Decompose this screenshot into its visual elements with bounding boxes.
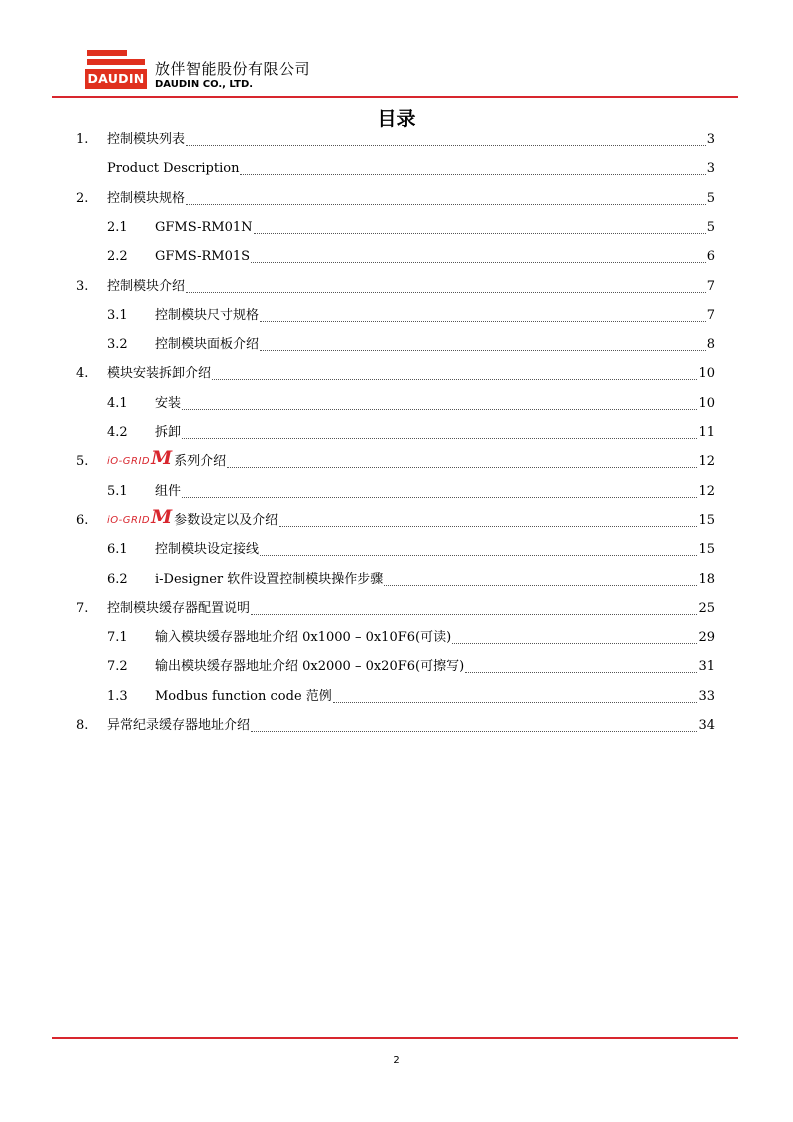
logo-text: DAUDIN [85,69,147,89]
toc-entry-line [155,216,715,240]
iogrid-logo-text: iO-GRID [107,514,151,526]
toc-entry-line [107,187,715,211]
toc-entry[interactable] [0,421,793,445]
toc-entry[interactable] [0,333,793,357]
dot-leader [251,613,697,615]
toc-entry-line [107,505,715,533]
toc-entry-title [155,333,259,357]
dot-leader [452,642,697,644]
toc-entry-title [155,304,259,328]
toc-entry-title [155,538,259,562]
toc-entry-label: 控制模块设定接线 [155,542,260,558]
iogrid-m-logo [107,447,173,474]
toc-entry-line [155,304,715,328]
toc-entry-title [107,714,250,738]
toc-entry-page: 8 [706,337,715,353]
toc-entry-number: 4. [76,366,89,382]
toc-entry[interactable] [0,187,793,211]
toc-entry-number: 2.1 [107,219,128,235]
toc-entry-page: 15 [698,542,715,558]
toc-entry-number: 7.1 [107,630,128,646]
toc-entry-label: 异常纪录缓存器地址介绍 [107,718,251,733]
dot-leader [212,378,697,380]
toc-entry-label: 输入模块缓存器地址介绍 0x1000 – 0x10F6(可读) [155,630,452,646]
toc-entry-line [107,362,715,386]
toc-entry-label: Modbus function code 范例 [155,688,332,704]
toc-entry-label: 模块安装拆卸介绍 [107,366,212,382]
toc-entry-page: 3 [706,161,715,177]
toc-entry-title [107,597,250,621]
toc-entry-number: 5. [76,454,89,470]
toc-entry-page: 10 [698,395,715,411]
dot-leader [260,349,706,351]
toc-entry[interactable] [0,362,793,386]
dot-leader [465,671,697,673]
toc-title: 目录 [377,108,416,130]
toc-entry-number: 2. [76,190,89,206]
toc-entry-number: 4.2 [107,425,128,440]
toc-entry[interactable] [0,538,793,562]
header-rule [52,96,738,98]
dot-leader [260,320,706,322]
toc-entry-line [155,655,715,679]
toc-entry[interactable] [0,157,793,181]
toc-entry-page: 7 [706,278,715,294]
toc-entry-label: 控制模块列表 [107,132,186,147]
dot-leader [384,584,697,586]
toc-entry-label: 控制模块介绍 [107,278,186,294]
toc-entry[interactable] [0,392,793,416]
toc-entry[interactable] [0,655,793,679]
dot-leader [186,203,706,205]
toc-entry[interactable] [0,128,793,152]
toc-entry-title [107,187,185,211]
toc-entry-page: 33 [698,688,715,704]
toc-entry-label: i-Designer 软件设置控制模块操作步骤 [155,571,384,587]
toc-entry-title [155,626,451,650]
toc-entry-page: 12 [698,483,715,499]
footer-rule [52,1037,738,1039]
toc-entry-label: 控制模块缓存器配置说明 [107,600,251,616]
dot-leader [260,554,697,556]
toc-entry[interactable] [0,245,793,269]
iogrid-logo-m: M [151,505,173,528]
toc-entry-label: 参数设定以及介绍 [174,512,279,528]
toc-entry-number: 3.1 [107,307,128,323]
toc-entry-line [155,421,715,445]
toc-entry-title [155,421,181,445]
toc-entry-line [155,685,715,709]
toc-entry-line [155,480,715,504]
dot-leader [254,232,706,234]
toc-entry-number: 1. [76,132,89,147]
dot-leader [186,291,706,293]
toc-entry[interactable] [0,447,793,474]
toc-entry-line [107,714,715,738]
toc-entry[interactable] [0,304,793,328]
toc-entry-label: Product Description [107,161,240,177]
toc-entry-line [155,333,715,357]
page-number: 2 [393,1055,400,1066]
toc-entry-line [107,275,715,299]
toc-entry-page: 25 [698,600,715,616]
toc-entry-line [155,568,715,592]
daudin-logo [85,48,147,93]
dot-leader [333,701,698,703]
toc-entry-number: 3. [76,278,89,294]
page-header [85,48,745,98]
toc-entry-page: 7 [706,307,715,323]
toc-entry[interactable] [0,685,793,709]
toc-entry-label: 控制模块规格 [107,190,186,206]
dot-leader [186,144,706,146]
toc-entry[interactable] [0,480,793,504]
iogrid-logo-text: iO-GRID [107,456,151,468]
toc-entry-label: 系列介绍 [174,454,227,470]
toc-entry-page: 29 [698,630,715,646]
toc-entry-number: 2.2 [107,249,128,265]
toc-entry-title [155,568,383,592]
toc-entry-title [107,275,185,299]
toc-entry-line [155,538,715,562]
dot-leader [182,496,697,498]
toc-entry-line [155,245,715,269]
toc-entry-title [107,157,239,181]
toc-entry-line [107,157,715,181]
toc-entry-title [155,685,332,709]
toc-entry-number: 8. [76,718,89,733]
iogrid-logo-m: M [151,447,173,470]
toc-entry-page: 15 [698,512,715,528]
toc-entry[interactable] [0,216,793,240]
toc-entry-label: 输出模块缓存器地址介绍 0x2000 – 0x20F6(可擦写) [155,659,465,675]
toc-entry-title [155,655,464,679]
toc-entry-line [107,128,715,152]
dot-leader [251,730,697,732]
company-name-cn: 放伴智能股份有限公司 [155,60,311,78]
toc-entry-label: GFMS-RM01N [155,219,253,235]
toc-entry-title [155,245,250,269]
toc-entry-line [155,392,715,416]
toc-entry-page: 3 [706,132,715,147]
toc-entry-title [107,505,279,533]
toc-entry-page: 18 [698,571,715,587]
toc-entry-page: 11 [698,425,715,440]
toc-entry-page: 6 [706,249,715,265]
toc-entry-number: 6.1 [107,542,128,558]
toc-entry-title [107,362,211,386]
toc-entry-title [155,480,181,504]
toc-entry-label: 组件 [155,483,182,499]
toc-entry-page: 10 [698,366,715,382]
dot-leader [240,173,705,175]
toc-entry-label: GFMS-RM01S [155,249,251,265]
toc-entry-number: 7. [76,600,89,616]
toc-entry[interactable] [0,597,793,621]
toc-entry-label: 拆卸 [155,425,182,440]
toc-entry-label: 控制模块面板介绍 [155,337,260,353]
toc-entry-number: 4.1 [107,395,128,411]
company-name-en: DAUDIN CO., LTD. [155,79,254,90]
toc-entry-number: 1.3 [107,688,128,704]
dot-leader [182,408,697,410]
toc-entry-label: 控制模块尺寸规格 [155,307,260,323]
toc-entry-page: 31 [698,659,715,675]
toc-entry-label: 安装 [155,395,182,411]
toc-entry[interactable] [0,275,793,299]
toc-entry-page: 5 [706,190,715,206]
toc-entry-number: 5.1 [107,483,128,499]
toc-entry-number: 6.2 [107,571,128,587]
toc-entry-title [107,128,185,152]
toc-entry-line [155,626,715,650]
dot-leader [279,525,697,527]
toc-entry-number: 3.2 [107,337,128,353]
toc-entry-page: 12 [698,454,715,470]
toc-entry-title [107,447,227,474]
toc-entry[interactable] [0,568,793,592]
toc-entry[interactable] [0,626,793,650]
toc-entry-title [155,216,253,240]
dot-leader [227,466,697,468]
toc-entry-page: 34 [698,718,715,733]
dot-leader [251,261,706,263]
toc-entry-line [107,447,715,474]
toc-entry[interactable] [0,714,793,738]
toc-entry-number: 6. [76,512,89,528]
toc-entry-title [155,392,181,416]
toc-entry-number: 7.2 [107,659,128,675]
toc-entry-page: 5 [706,219,715,235]
dot-leader [182,437,697,439]
toc-entry-line [107,597,715,621]
iogrid-m-logo [107,505,173,533]
toc-entry[interactable] [0,505,793,533]
